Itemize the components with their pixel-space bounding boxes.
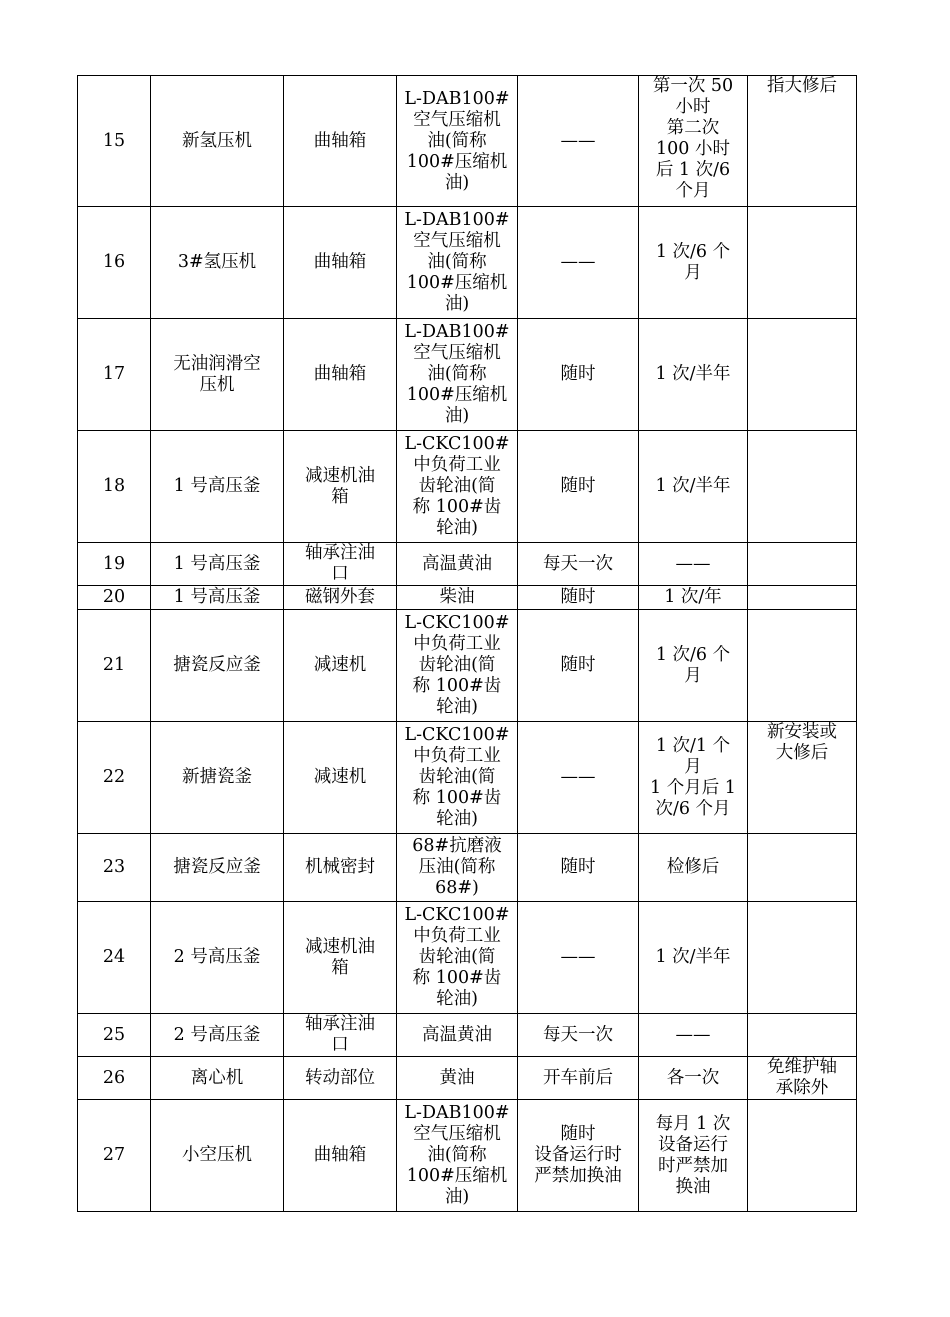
part-cell: 曲轴箱 bbox=[284, 207, 397, 319]
row-number-cell: 18 bbox=[78, 431, 151, 543]
table-row bbox=[78, 902, 857, 1014]
part-cell: 磁钢外套 bbox=[284, 586, 397, 610]
fill-cycle-cell: —— bbox=[518, 207, 639, 319]
table-row bbox=[78, 1014, 857, 1057]
change-cycle-cell: 检修后 bbox=[639, 834, 748, 902]
row-number-cell: 19 bbox=[78, 543, 151, 586]
table-row bbox=[78, 1057, 857, 1100]
part-cell: 曲轴箱 bbox=[284, 319, 397, 431]
fill-cycle-cell: 每天一次 bbox=[518, 543, 639, 586]
row-number-cell: 22 bbox=[78, 722, 151, 834]
row-number-cell: 23 bbox=[78, 834, 151, 902]
part-cell: 减速机 bbox=[284, 722, 397, 834]
change-cycle-cell: —— bbox=[639, 1014, 748, 1057]
part-cell: 机械密封 bbox=[284, 834, 397, 902]
change-cycle-cell: —— bbox=[639, 543, 748, 586]
lubrication-table bbox=[77, 75, 857, 1212]
equipment-cell: 无油润滑空 压机 bbox=[151, 319, 284, 431]
oil-cell: L-DAB100# 空气压缩机 油(简称 100#压缩机 油) bbox=[397, 207, 518, 319]
oil-cell: L-CKC100# 中负荷工业 齿轮油(简 称 100#齿 轮油) bbox=[397, 722, 518, 834]
remark-cell bbox=[748, 610, 857, 722]
change-cycle-cell: 1 次/年 bbox=[639, 586, 748, 610]
equipment-cell: 2 号高压釜 bbox=[151, 1014, 284, 1057]
equipment-cell: 1 号高压釜 bbox=[151, 543, 284, 586]
remark-cell: 指大修后 bbox=[748, 76, 857, 207]
equipment-cell: 1 号高压釜 bbox=[151, 431, 284, 543]
oil-cell: L-DAB100# 空气压缩机 油(简称 100#压缩机 油) bbox=[397, 1100, 518, 1212]
fill-cycle-cell: 开车前后 bbox=[518, 1057, 639, 1100]
row-number-cell: 24 bbox=[78, 902, 151, 1014]
fill-cycle-cell: 每天一次 bbox=[518, 1014, 639, 1057]
remark-cell: 新安装或 大修后 bbox=[748, 722, 857, 834]
table-row bbox=[78, 834, 857, 902]
change-cycle-cell: 1 次/1 个 月 1 个月后 1 次/6 个月 bbox=[639, 722, 748, 834]
equipment-cell: 3#氢压机 bbox=[151, 207, 284, 319]
row-number-cell: 20 bbox=[78, 586, 151, 610]
oil-cell: 黄油 bbox=[397, 1057, 518, 1100]
equipment-cell: 新氢压机 bbox=[151, 76, 284, 207]
row-number-cell: 26 bbox=[78, 1057, 151, 1100]
row-number-cell: 27 bbox=[78, 1100, 151, 1212]
fill-cycle-cell: —— bbox=[518, 76, 639, 207]
part-cell: 减速机油 箱 bbox=[284, 431, 397, 543]
table-row bbox=[78, 76, 857, 207]
fill-cycle-cell: 随时 bbox=[518, 834, 639, 902]
change-cycle-cell: 各一次 bbox=[639, 1057, 748, 1100]
oil-cell: 68#抗磨液 压油(简称 68#) bbox=[397, 834, 518, 902]
change-cycle-cell: 1 次/半年 bbox=[639, 431, 748, 543]
part-cell: 转动部位 bbox=[284, 1057, 397, 1100]
equipment-cell: 2 号高压釜 bbox=[151, 902, 284, 1014]
oil-cell: 柴油 bbox=[397, 586, 518, 610]
fill-cycle-cell: 随时 bbox=[518, 586, 639, 610]
oil-cell: L-CKC100# 中负荷工业 齿轮油(简 称 100#齿 轮油) bbox=[397, 902, 518, 1014]
fill-cycle-cell: 随时 bbox=[518, 319, 639, 431]
row-number-cell: 15 bbox=[78, 76, 151, 207]
equipment-cell: 新搪瓷釜 bbox=[151, 722, 284, 834]
oil-cell: 高温黄油 bbox=[397, 543, 518, 586]
change-cycle-cell: 1 次/6 个 月 bbox=[639, 207, 748, 319]
equipment-cell: 离心机 bbox=[151, 1057, 284, 1100]
table-row bbox=[78, 722, 857, 834]
oil-cell: L-DAB100# 空气压缩机 油(简称 100#压缩机 油) bbox=[397, 76, 518, 207]
part-cell: 曲轴箱 bbox=[284, 76, 397, 207]
remark-cell bbox=[748, 319, 857, 431]
row-number-cell: 25 bbox=[78, 1014, 151, 1057]
change-cycle-cell: 第一次 50 小时 第二次 100 小时 后 1 次/6 个月 bbox=[639, 76, 748, 207]
table-row bbox=[78, 543, 857, 586]
equipment-cell: 搪瓷反应釜 bbox=[151, 610, 284, 722]
row-number-cell: 17 bbox=[78, 319, 151, 431]
remark-cell bbox=[748, 207, 857, 319]
table-row bbox=[78, 207, 857, 319]
remark-cell bbox=[748, 1100, 857, 1212]
remark-cell bbox=[748, 902, 857, 1014]
part-cell: 减速机 bbox=[284, 610, 397, 722]
equipment-cell: 小空压机 bbox=[151, 1100, 284, 1212]
table-row bbox=[78, 586, 857, 610]
row-number-cell: 21 bbox=[78, 610, 151, 722]
fill-cycle-cell: 随时 bbox=[518, 431, 639, 543]
part-cell: 轴承注油 口 bbox=[284, 543, 397, 586]
fill-cycle-cell: 随时 bbox=[518, 610, 639, 722]
remark-cell bbox=[748, 834, 857, 902]
remark-cell bbox=[748, 431, 857, 543]
table-row bbox=[78, 610, 857, 722]
change-cycle-cell: 1 次/半年 bbox=[639, 902, 748, 1014]
table-row bbox=[78, 431, 857, 543]
part-cell: 轴承注油 口 bbox=[284, 1014, 397, 1057]
table-body bbox=[78, 76, 857, 1212]
part-cell: 曲轴箱 bbox=[284, 1100, 397, 1212]
oil-cell: L-DAB100# 空气压缩机 油(简称 100#压缩机 油) bbox=[397, 319, 518, 431]
remark-cell bbox=[748, 586, 857, 610]
remark-cell bbox=[748, 1014, 857, 1057]
oil-cell: L-CKC100# 中负荷工业 齿轮油(简 称 100#齿 轮油) bbox=[397, 431, 518, 543]
part-cell: 减速机油 箱 bbox=[284, 902, 397, 1014]
table-row bbox=[78, 1100, 857, 1212]
change-cycle-cell: 1 次/半年 bbox=[639, 319, 748, 431]
table-row bbox=[78, 319, 857, 431]
remark-cell bbox=[748, 543, 857, 586]
oil-cell: 高温黄油 bbox=[397, 1014, 518, 1057]
equipment-cell: 搪瓷反应釜 bbox=[151, 834, 284, 902]
fill-cycle-cell: —— bbox=[518, 902, 639, 1014]
change-cycle-cell: 1 次/6 个 月 bbox=[639, 610, 748, 722]
fill-cycle-cell: 随时 设备运行时 严禁加换油 bbox=[518, 1100, 639, 1212]
remark-cell: 免维护轴 承除外 bbox=[748, 1057, 857, 1100]
oil-cell: L-CKC100# 中负荷工业 齿轮油(简 称 100#齿 轮油) bbox=[397, 610, 518, 722]
row-number-cell: 16 bbox=[78, 207, 151, 319]
change-cycle-cell: 每月 1 次 设备运行 时严禁加 换油 bbox=[639, 1100, 748, 1212]
equipment-cell: 1 号高压釜 bbox=[151, 586, 284, 610]
fill-cycle-cell: —— bbox=[518, 722, 639, 834]
